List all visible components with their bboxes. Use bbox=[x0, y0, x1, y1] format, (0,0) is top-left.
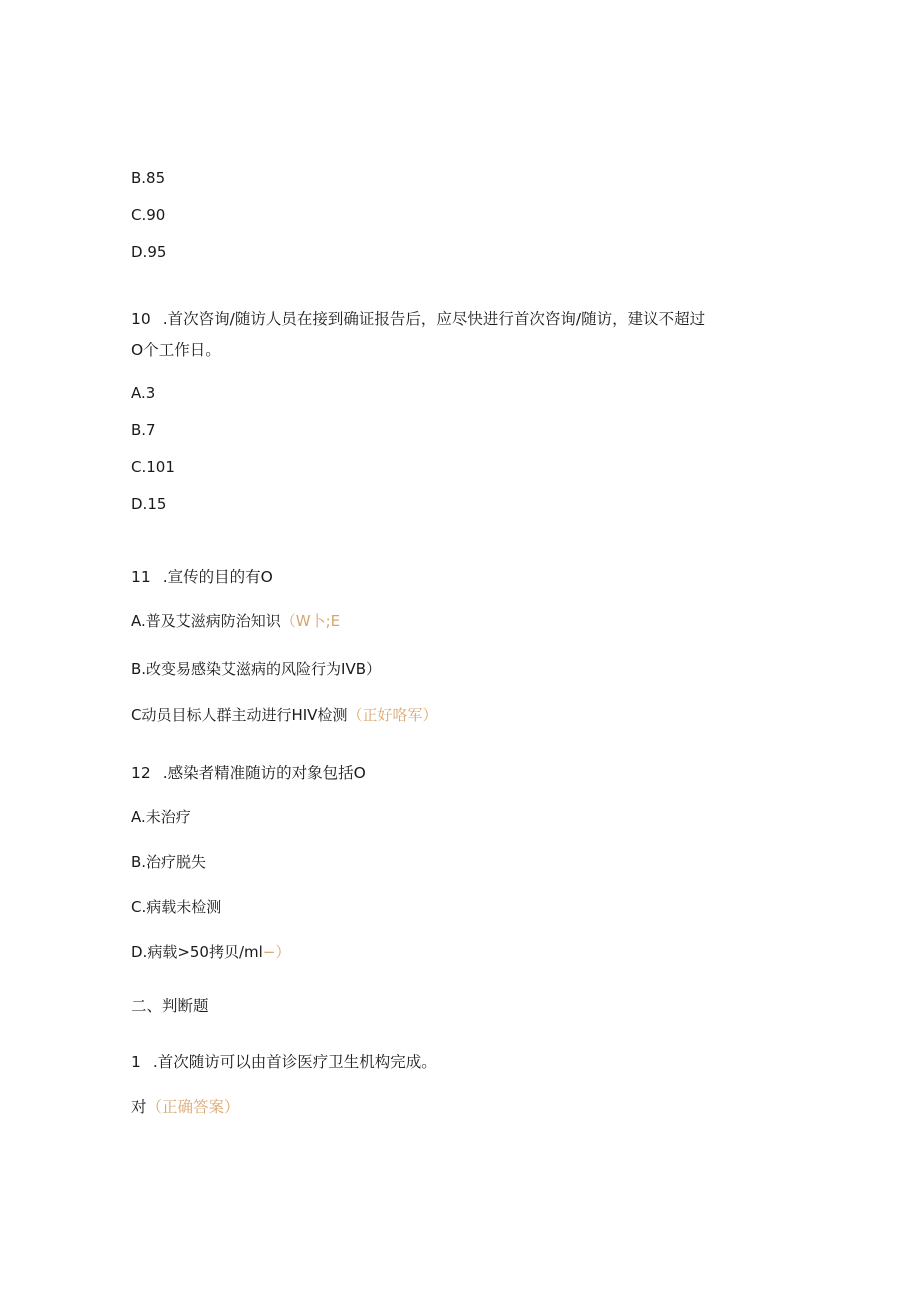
q11-option-b-text: B.改变易感染艾滋病的风险行为IVB） bbox=[131, 660, 382, 678]
tf-q1-answer-mark: （正确答案） bbox=[146, 1098, 240, 1116]
tf-q1-text: .首次随访可以由首诊医疗卫生机构完成。 bbox=[152, 1053, 437, 1071]
q12-option-c: C.病载未检测 bbox=[131, 898, 222, 916]
q12-text: .感染者精准随访的对象包括O bbox=[162, 764, 366, 782]
q11-number: 11 bbox=[131, 568, 151, 586]
q12-option-d-text: D.病载>50拷贝/ml bbox=[131, 943, 263, 961]
tf-q1-answer-text: 对 bbox=[131, 1098, 147, 1116]
section2-heading: 二、判断题 bbox=[131, 997, 209, 1015]
q12-option-d bbox=[131, 942, 290, 962]
q11-option-c-text: C动员目标人群主动进行HIV检测 bbox=[131, 706, 348, 724]
q10-text-line2: O个工作日。 bbox=[131, 341, 221, 359]
q10-option-d: D.15 bbox=[131, 495, 167, 513]
tf-q1-stem bbox=[131, 1052, 437, 1072]
q9-option-c: C.90 bbox=[131, 206, 166, 224]
q10-number: 10 bbox=[131, 310, 151, 328]
q11-option-a-mark: （W卜;E bbox=[280, 612, 341, 630]
q10-text-line1: .首次咨询/随访人员在接到确证报告后，应尽快进行首次咨询/随访，建议不超过 bbox=[162, 310, 706, 328]
q12-option-d-mark: −） bbox=[262, 943, 291, 961]
q11-option-b bbox=[131, 659, 381, 679]
q10-stem bbox=[131, 309, 705, 329]
tf-q1-number: 1 bbox=[131, 1053, 141, 1071]
q11-option-c bbox=[131, 705, 437, 725]
q12-option-b: B.治疗脱失 bbox=[131, 853, 207, 871]
q9-option-b: B.85 bbox=[131, 169, 166, 187]
q11-option-c-mark: （正好咯军） bbox=[347, 706, 438, 724]
q12-number: 12 bbox=[131, 764, 151, 782]
q10-option-b: B.7 bbox=[131, 421, 156, 439]
q12-stem bbox=[131, 763, 366, 783]
q11-option-a bbox=[131, 611, 340, 631]
q12-option-a: A.未治疗 bbox=[131, 808, 191, 826]
q11-option-a-text: A.普及艾滋病防治知识 bbox=[131, 612, 281, 630]
tf-q1-answer bbox=[131, 1097, 240, 1117]
q9-option-d: D.95 bbox=[131, 243, 167, 261]
q11-text: .宣传的目的有O bbox=[162, 568, 273, 586]
q11-stem bbox=[131, 567, 273, 587]
q10-option-c: C.101 bbox=[131, 458, 175, 476]
q10-option-a: A.3 bbox=[131, 384, 156, 402]
